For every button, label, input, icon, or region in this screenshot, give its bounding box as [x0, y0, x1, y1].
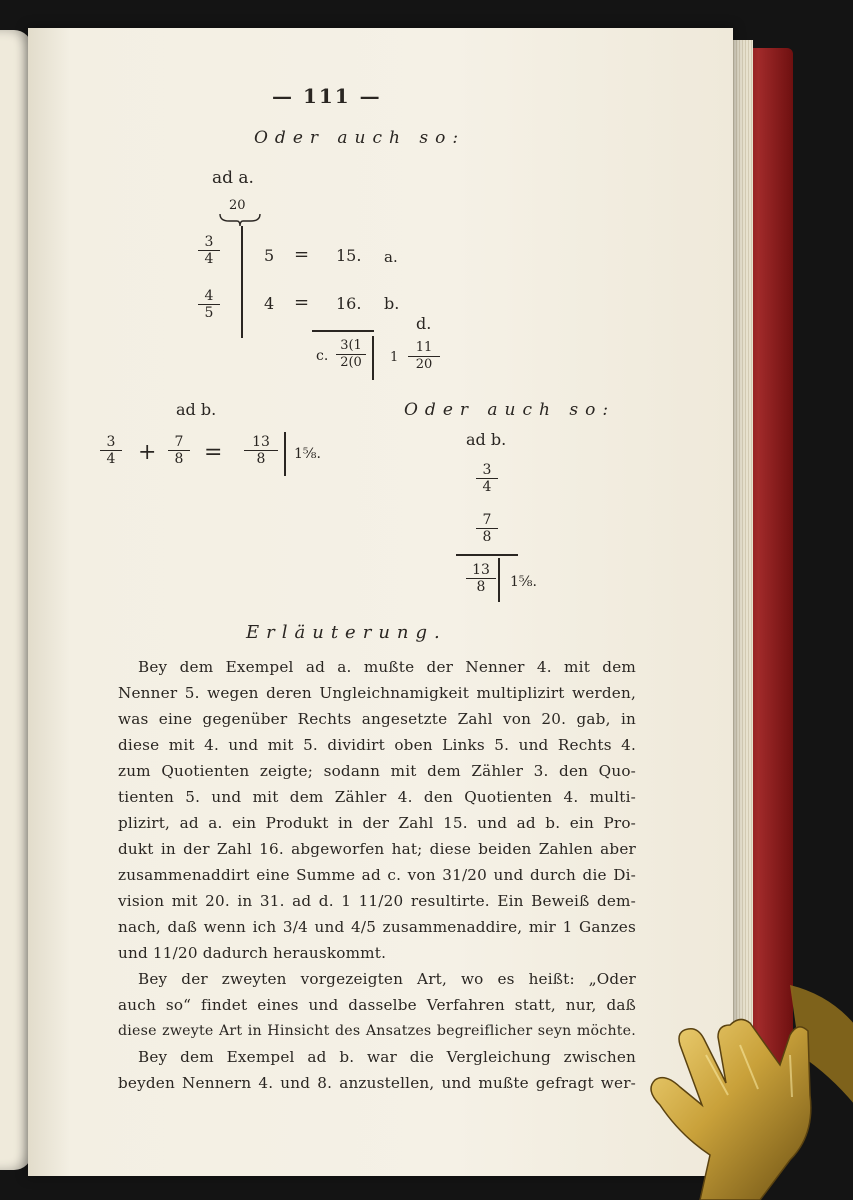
stack-b-fraction-1: $\frac{3}{4}$ — [476, 462, 498, 495]
brace-mark — [218, 212, 262, 228]
stack-b-sum-line — [456, 554, 518, 556]
body-line: plizirt, ad a. ein Produkt in der Zahl 15. und ad b. ein Pro- — [118, 814, 636, 832]
eq-b-result: 1⅝. — [294, 446, 321, 462]
ad-a-label: ad a. — [212, 168, 254, 188]
body-line: zum Quotienten zeigte; sodann mit dem Zähler 3. den Quo- — [118, 762, 636, 780]
body-line: Bey dem Exempel ad a. mußte der Nenner 4. mit dem — [138, 658, 636, 676]
stack-b-fraction-2: $\frac{7}{8}$ — [476, 512, 498, 545]
eq-b-fraction-2: $\frac{7}{8}$ — [168, 434, 190, 467]
stack-b-result-fraction: $\frac{13}{8}$ — [466, 562, 496, 595]
page-number: — 111 — — [272, 84, 382, 108]
eq-b-fraction-1: $\frac{3}{4}$ — [100, 434, 122, 467]
row-a1-eq: = — [294, 244, 310, 265]
body-line: beyden Nennern 4. und 8. anzustellen, und mußte gefragt wer- — [118, 1074, 636, 1092]
body-line: dukt in der Zahl 16. abgeworfen hat; diese beiden Zahlen aber — [118, 840, 636, 858]
sum-mixed-fraction: $\frac{11}{20}$ — [408, 340, 440, 373]
body-line: diese zweyte Art in Hinsicht des Ansatzes begreiflicher seyn möchte. — [118, 1023, 636, 1039]
row-a2-eq: = — [294, 292, 310, 313]
tag-d: d. — [416, 314, 432, 333]
sum-prefix: c. — [316, 348, 329, 364]
sum-line — [312, 330, 374, 332]
sum-divider — [372, 336, 374, 380]
fraction-a2: $\frac{4}{5}$ — [198, 288, 220, 321]
divider-line — [241, 226, 243, 338]
row-a2-result: 16. — [336, 294, 362, 313]
fraction-a1: $\frac{3}{4}$ — [198, 234, 220, 267]
sum-whole: 1 — [390, 350, 399, 365]
body-line: Bey der zweyten vorgezeigten Art, wo es heißt: „Oder — [138, 970, 636, 988]
row-a1-tag: a. — [384, 248, 398, 266]
eq-b-plus: + — [138, 440, 157, 465]
body-line: zusammenaddirt eine Summe ad c. von 31/20 und durch die Di- — [118, 866, 636, 884]
body-line: diese mit 4. und mit 5. dividirt oben Links 5. und Rechts 4. — [118, 736, 636, 754]
alt-heading-1: Oder auch so: — [254, 128, 466, 148]
body-line: Nenner 5. wegen deren Ungleichnamigkeit multiplizirt werden, — [118, 684, 636, 702]
stack-b-result: 1⅝. — [510, 574, 537, 590]
body-line: und 11/20 dadurch herauskommt. — [118, 944, 387, 962]
eq-b-equals: = — [204, 440, 223, 465]
body-line: auch so“ findet eines und dasselbe Verfahren statt, nur, daß — [118, 996, 636, 1014]
sum-fraction: $\frac{3(1}{2(0}$ — [336, 338, 366, 371]
body-line: vision mit 20. in 31. ad d. 1 11/20 resultirte. Ein Beweiß dem- — [118, 892, 636, 910]
ad-b-label: ad b. — [176, 400, 217, 419]
brass-hand-holder — [640, 985, 853, 1200]
ad-b-label-2: ad b. — [466, 430, 507, 449]
stack-b-divider — [498, 558, 500, 602]
row-a1-left: 5 — [264, 246, 275, 265]
section-title: Erläuterung. — [246, 622, 447, 643]
row-a2-left: 4 — [264, 294, 275, 313]
row-a1-result: 15. — [336, 246, 362, 265]
brace-value: 20 — [229, 198, 246, 213]
eq-b-divider — [284, 432, 286, 476]
eq-b-result-fraction: $\frac{13}{8}$ — [244, 434, 278, 467]
body-line: tienten 5. und mit dem Zähler 4. den Quotienten 4. multi- — [118, 788, 636, 806]
body-line: Bey dem Exempel ad b. war die Vergleichung zwischen — [138, 1048, 636, 1066]
body-line: was eine gegenüber Rechts angesetzte Zahl von 20. gab, in — [118, 710, 636, 728]
body-line: nach, daß wenn ich 3/4 und 4/5 zusammenaddire, mir 1 Ganzes — [118, 918, 636, 936]
alt-heading-2: Oder auch so: — [404, 400, 616, 420]
row-a2-tag: b. — [384, 294, 400, 313]
